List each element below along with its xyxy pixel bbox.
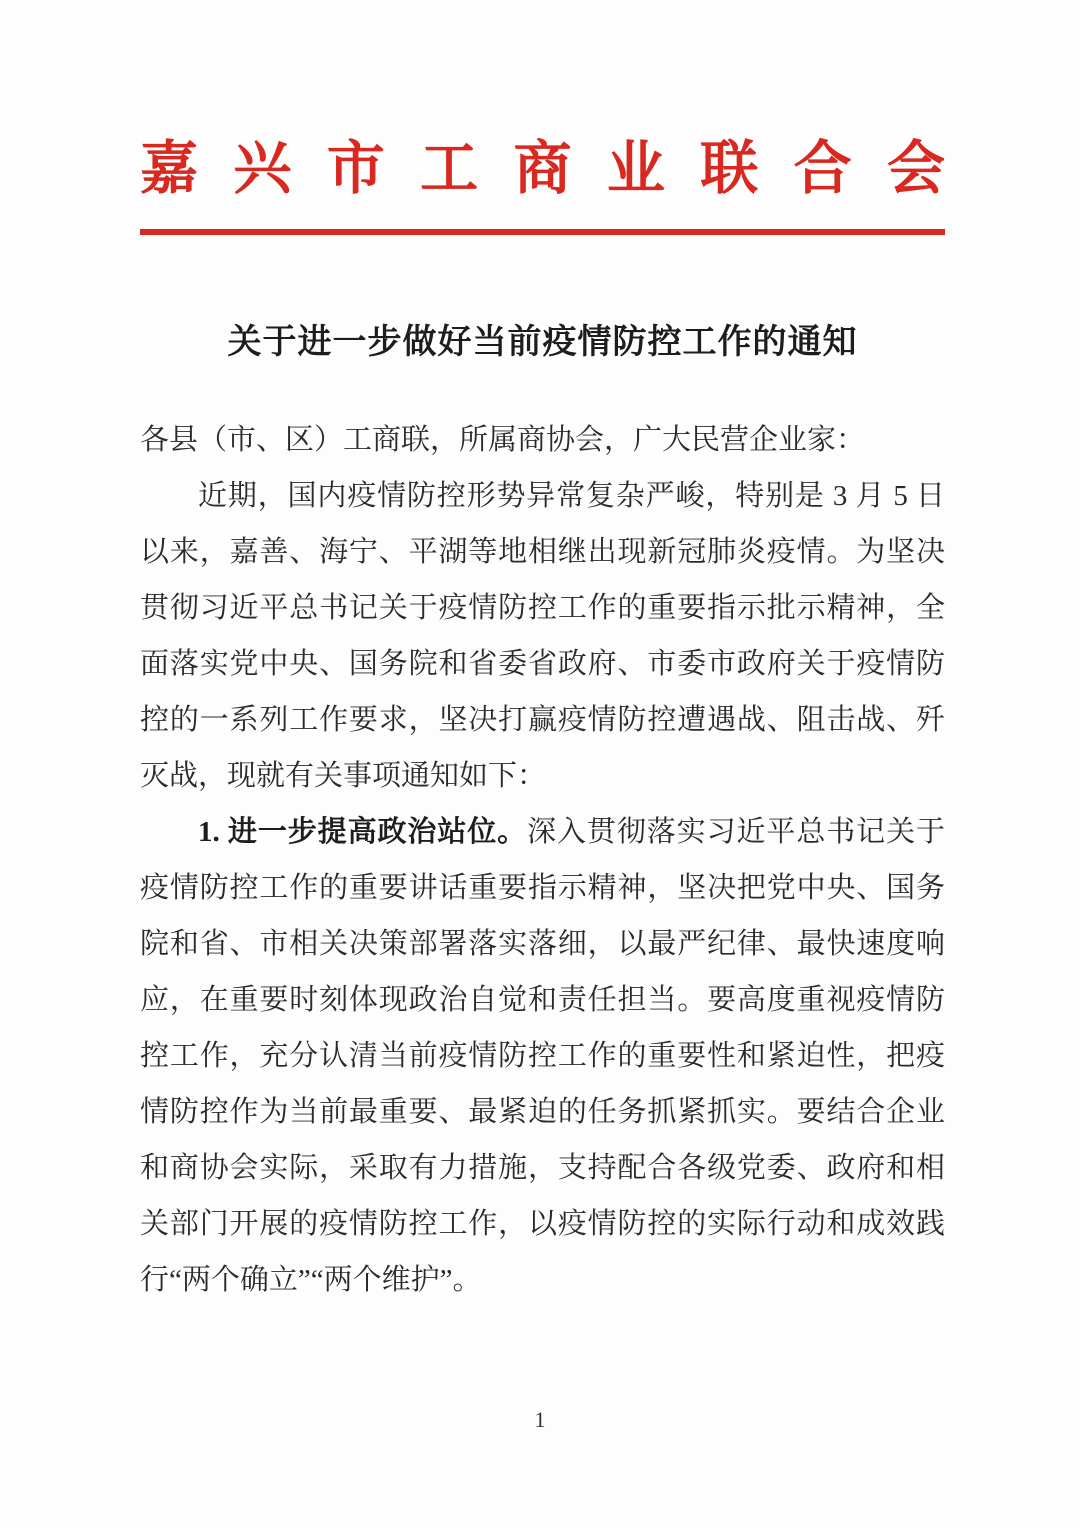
org-name-header: 嘉兴市工商业联合会 xyxy=(140,136,945,201)
document-body xyxy=(140,412,945,1308)
salutation: 各县（市、区）工商联，所属商协会，广大民营企业家： xyxy=(140,424,866,456)
point-1-heading: 1. 进一步提高政治站位。 xyxy=(198,816,528,848)
red-divider-line xyxy=(140,229,945,235)
document-title: 关于进一步做好当前疫情防控工作的通知 xyxy=(227,323,858,361)
point-1-text: 深入贯彻落实习近平总书记关于疫情防控工作的重要讲话重要指示精神，坚决把党中央、国务院和省、市相关决策部署落实落细，以最严纪律、最快速度响应，在重要时刻体现政治自觉和责任担当。要高度重视疫情防控工作，充分认清当前疫情防控工作的重要性和紧迫性，把疫情防控作为当前最重要、最紧迫的任务抓紧抓实。要结合企业和商协会实际，采取有力措施，支持配合各级党委、政府和相关部门开展的疫情防控工作，以疫情防控的实际行动和成效践行“两个确立”“两个维护”。 xyxy=(140,816,945,1296)
paragraph-point-1 xyxy=(140,804,945,1308)
page-number: 1 xyxy=(534,1407,546,1432)
paragraph-intro: 近期，国内疫情防控形势异常复杂严峻，特别是 3 月 5 日以来，嘉善、海宁、平湖等地相继出现新冠肺炎疫情。为坚决贯彻习近平总书记关于疫情防控工作的重要指示批示精神，全面落实党中央、国务院和省委省政府、市委市政府关于疫情防控的一系列工作要求，坚决打赢疫情防控遭遇战、阻击战、歼灭战，现就有关事项通知如下： xyxy=(140,480,945,792)
